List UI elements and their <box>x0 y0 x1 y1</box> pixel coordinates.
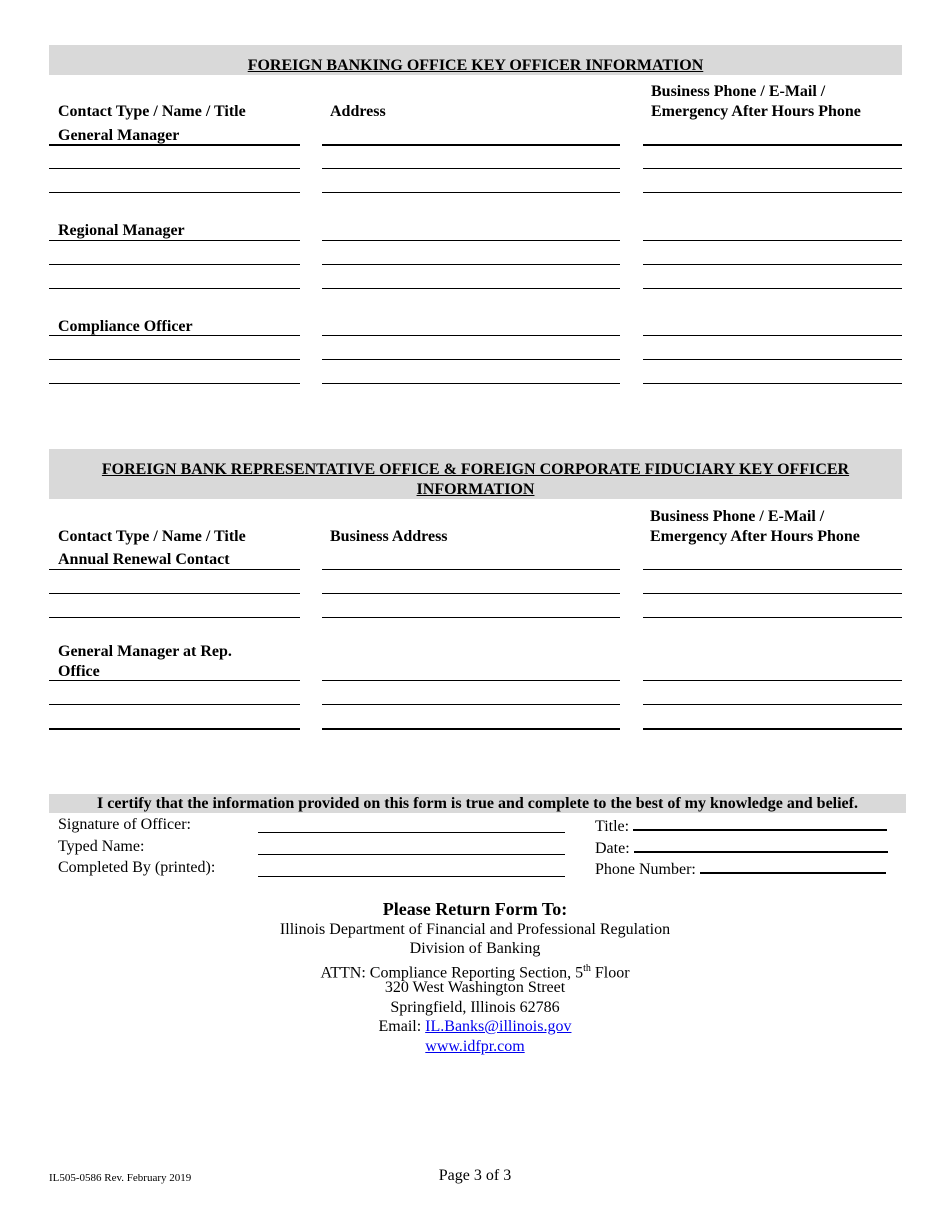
form-id: IL505-0586 Rev. February 2019 <box>49 1172 192 1184</box>
completed-by-label: Completed By (printed): <box>58 859 216 876</box>
s2-col3-header-line1: Business Phone / E-Mail / <box>650 508 825 525</box>
arc-address-line-2[interactable] <box>322 593 620 594</box>
attn-floor: Floor <box>590 964 630 982</box>
rm-name-line-1[interactable] <box>49 240 300 241</box>
gmr-phone-line-1[interactable] <box>643 680 902 681</box>
s2-contact-annual-renewal: Annual Renewal Contact <box>58 551 230 568</box>
s1-contact-general-manager: General Manager <box>58 127 180 144</box>
gmr-name-line-3[interactable] <box>49 728 300 730</box>
arc-phone-line-1[interactable] <box>643 569 902 570</box>
return-line-division: Division of Banking <box>409 940 541 957</box>
s1-col1-header: Contact Type / Name / Title <box>58 103 246 120</box>
s1-contact-regional-manager: Regional Manager <box>58 222 185 239</box>
co-address-line-2[interactable] <box>322 359 620 360</box>
section1-title: FOREIGN BANKING OFFICE KEY OFFICER INFORMATION <box>247 57 704 74</box>
s2-contact-general-manager-line2: Office <box>58 663 100 680</box>
certification-statement: I certify that the information provided on this form is true and complete to the best of my knowledge and belief. <box>97 795 858 812</box>
email-link[interactable]: IL.Banks@illinois.gov <box>425 1018 572 1035</box>
arc-name-line-3[interactable] <box>49 617 300 618</box>
return-heading: Please Return Form To: <box>382 899 568 919</box>
s1-col3-header-line1: Business Phone / E-Mail / <box>651 83 826 100</box>
return-line-department: Illinois Department of Financial and Professional Regulation <box>279 921 671 938</box>
gmr-name-line-2[interactable] <box>49 704 300 705</box>
section2-title-line1: FOREIGN BANK REPRESENTATIVE OFFICE & FOREIGN CORPORATE FIDUCIARY KEY OFFICER <box>101 461 850 478</box>
gm-address-line-3[interactable] <box>322 192 620 193</box>
co-phone-line-3[interactable] <box>643 383 902 384</box>
arc-name-line-1[interactable] <box>49 569 300 570</box>
email-label: Email: <box>378 1018 426 1035</box>
typed-name-field[interactable] <box>258 854 565 855</box>
co-address-line-3[interactable] <box>322 383 620 384</box>
arc-phone-line-3[interactable] <box>643 617 902 618</box>
signature-label: Signature of Officer: <box>58 816 191 833</box>
gm-phone-line-1[interactable] <box>643 144 902 146</box>
title-row <box>595 815 887 837</box>
attn-superscript: th <box>583 963 591 974</box>
gm-address-line-1[interactable] <box>322 144 620 146</box>
co-address-line-1[interactable] <box>322 335 620 336</box>
arc-name-line-2[interactable] <box>49 593 300 594</box>
co-name-line-1[interactable] <box>49 335 300 336</box>
rm-address-line-3[interactable] <box>322 288 620 289</box>
title-label: Title: <box>595 818 630 835</box>
gm-phone-line-2[interactable] <box>643 168 902 169</box>
website-link[interactable]: www.idfpr.com <box>425 1038 525 1055</box>
signature-field[interactable] <box>258 832 565 833</box>
date-field[interactable] <box>634 837 888 853</box>
arc-address-line-3[interactable] <box>322 617 620 618</box>
s1-contact-compliance-officer: Compliance Officer <box>58 318 193 335</box>
co-phone-line-2[interactable] <box>643 359 902 360</box>
s1-col2-header: Address <box>330 103 386 120</box>
s2-contact-general-manager-line1: General Manager at Rep. <box>58 643 232 660</box>
s1-col3-header-line2: Emergency After Hours Phone <box>651 103 861 120</box>
rm-name-line-2[interactable] <box>49 264 300 265</box>
page-number: Page 3 of 3 <box>438 1167 512 1184</box>
rm-address-line-1[interactable] <box>322 240 620 241</box>
date-row <box>595 837 888 859</box>
date-label: Date: <box>595 840 630 857</box>
arc-phone-line-2[interactable] <box>643 593 902 594</box>
return-line-city: Springfield, Illinois 62786 <box>390 999 560 1016</box>
gmr-phone-line-3[interactable] <box>643 728 902 730</box>
co-name-line-3[interactable] <box>49 383 300 384</box>
phone-field[interactable] <box>700 858 886 874</box>
s2-col3-header-line2: Emergency After Hours Phone <box>650 528 860 545</box>
return-line-email <box>0 1017 950 1037</box>
completed-by-field[interactable] <box>258 876 565 877</box>
phone-label: Phone Number: <box>595 861 696 878</box>
gmr-address-line-1[interactable] <box>322 680 620 681</box>
rm-name-line-3[interactable] <box>49 288 300 289</box>
rm-phone-line-1[interactable] <box>643 240 902 241</box>
return-line-street: 320 West Washington Street <box>384 979 566 996</box>
gmr-address-line-2[interactable] <box>322 704 620 705</box>
gm-address-line-2[interactable] <box>322 168 620 169</box>
return-line-website <box>0 1037 950 1057</box>
rm-phone-line-3[interactable] <box>643 288 902 289</box>
arc-address-line-1[interactable] <box>322 569 620 570</box>
s2-col2-header: Business Address <box>330 528 448 545</box>
co-phone-line-1[interactable] <box>643 335 902 336</box>
gm-phone-line-3[interactable] <box>643 192 902 193</box>
section2-title-line2: INFORMATION <box>416 481 535 498</box>
gmr-phone-line-2[interactable] <box>643 704 902 705</box>
rm-phone-line-2[interactable] <box>643 264 902 265</box>
gm-name-line-2[interactable] <box>49 168 300 169</box>
gmr-address-line-3[interactable] <box>322 728 620 730</box>
rm-address-line-2[interactable] <box>322 264 620 265</box>
phone-row <box>595 858 886 880</box>
co-name-line-2[interactable] <box>49 359 300 360</box>
gm-name-line-3[interactable] <box>49 192 300 193</box>
attn-text: ATTN: Compliance Reporting Section, 5 <box>320 964 584 982</box>
s2-col1-header: Contact Type / Name / Title <box>58 528 246 545</box>
title-field[interactable] <box>633 815 887 831</box>
typed-name-label: Typed Name: <box>58 838 145 855</box>
gm-name-line-1[interactable] <box>49 144 300 146</box>
gmr-name-line-1[interactable] <box>49 680 300 681</box>
